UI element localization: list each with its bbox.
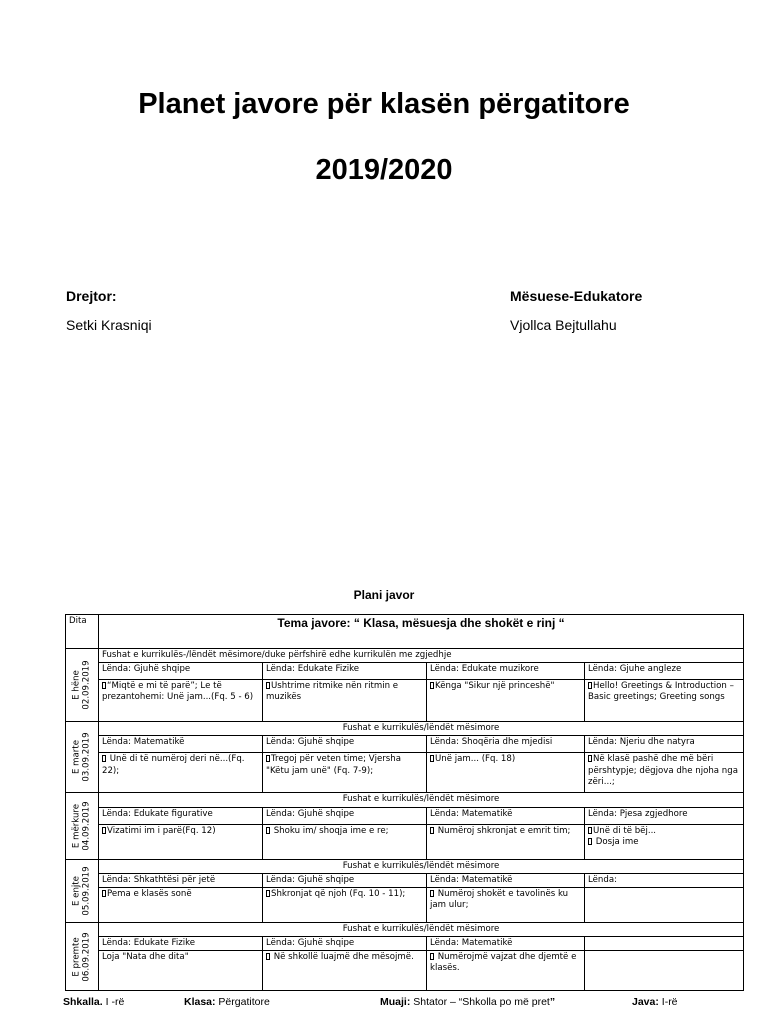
- day-date: 06.09.2019: [82, 931, 92, 982]
- subjects-row: [66, 736, 744, 753]
- subjects-row: [66, 873, 744, 887]
- activities-row: [66, 680, 744, 722]
- subject-cell: Lënda: Matematikë: [99, 736, 263, 753]
- activity-cell: “Miqtë e mi të parë”; Le të prezantohemi: Unë jam...(Fq. 5 - 6): [99, 680, 263, 722]
- checkbox-icon: [430, 827, 434, 834]
- checkbox-icon: [588, 682, 592, 689]
- school-year: 2019/2020: [315, 154, 453, 186]
- theme-row: [66, 615, 744, 649]
- subject-cell: Lënda: Gjuhë shqipe: [263, 736, 427, 753]
- subject-cell: Lënda: Edukate muzikore: [427, 663, 585, 680]
- day-name: E premte: [71, 936, 82, 977]
- subjects-row: [66, 663, 744, 680]
- activities-row: [66, 753, 744, 793]
- day-cell: [66, 922, 99, 990]
- curriculum-fields-header: Fushat e kurrikulës/lëndët mësimore: [99, 793, 744, 807]
- activities-row: [66, 887, 744, 922]
- weekly-theme: Tema javore: “ Klasa, mësuesja dhe shokët e rinj “: [99, 615, 744, 649]
- footer-muaji: Muaji: Shtator – “Shkolla po më pret”: [380, 996, 556, 1008]
- activity-cell: Hello! Greetings & Introduction – Basic greetings; Greeting songs: [585, 680, 744, 722]
- day-cell: [66, 649, 99, 722]
- activity-cell: Pema e klasës sonë: [99, 887, 263, 922]
- mesuese-name: Vjollca Bejtullahu: [510, 317, 617, 333]
- checkbox-icon: [266, 890, 270, 897]
- footer-java: Java: I-rë: [632, 996, 678, 1008]
- checkbox-icon: [102, 755, 106, 762]
- subject-cell: Lënda: Gjuhë shqipe: [263, 873, 427, 887]
- plan-heading: Plani javor: [353, 588, 415, 602]
- activity-cell: Numëroj shokët e tavolinës ku jam ulur;: [427, 887, 585, 922]
- activity-cell: Unë di të bëj... Dosja ime: [585, 824, 744, 859]
- checkbox-icon: [102, 827, 106, 834]
- day-name: E marte: [71, 740, 82, 775]
- subjects-row: [66, 937, 744, 951]
- subject-cell: Lënda: Edukate Fizike: [99, 937, 263, 951]
- activity-cell: Unë di të numëroj deri në...(Fq. 22);: [99, 753, 263, 793]
- activities-row: [66, 824, 744, 859]
- footer-shkalla: Shkalla. I -rë: [63, 996, 125, 1008]
- activity-cell: Numëroj shkronjat e emrit tim;: [427, 824, 585, 859]
- curriculum-fields-header: Fushat e kurrikulës/lëndët mësimore: [99, 859, 744, 873]
- subjects-row: [66, 807, 744, 824]
- subject-cell: Lënda: Gjuhë shqipe: [263, 807, 427, 824]
- checkbox-icon: [430, 890, 434, 897]
- day-date: 04.09.2019: [82, 801, 92, 851]
- subject-cell: Lënda: Njeriu dhe natyra: [585, 736, 744, 753]
- day-cell: [66, 722, 99, 793]
- curriculum-fields-header: Fushat e kurrikulës-/lëndët mësimore/duke përfshirë edhe kurrikulën me zgjedhje: [99, 649, 744, 663]
- checkbox-icon: [266, 755, 270, 762]
- checkbox-icon: [102, 890, 106, 897]
- checkbox-icon: [588, 755, 592, 762]
- day-date: 02.09.2019: [82, 660, 92, 710]
- footer-klasa: Klasa: Përgatitore: [184, 996, 270, 1008]
- subject-cell: Lënda: Gjuhë shqipe: [99, 663, 263, 680]
- activity-cell: Kënga "Sikur një princeshë": [427, 680, 585, 722]
- curriculum-fields-header: Fushat e kurrikulës/lëndët mësimore: [99, 922, 744, 936]
- activity-cell: Shoku im/ shoqja ime e re;: [263, 824, 427, 859]
- day-cell: [66, 859, 99, 922]
- subject-cell: [585, 937, 744, 951]
- day-name: E hëne: [71, 670, 82, 700]
- day-name: E enjte: [71, 875, 82, 906]
- activity-cell: [585, 887, 744, 922]
- day-name: E mërkure: [71, 803, 82, 848]
- activity-cell: Unë jam... (Fq. 18): [427, 753, 585, 793]
- activity-cell: Ushtrime ritmike nën ritmin e muzikës: [263, 680, 427, 722]
- day-date: 05.09.2019: [82, 866, 92, 916]
- activity-cell: Shkronjat që njoh (Fq. 10 - 11);: [263, 887, 427, 922]
- subject-cell: Lënda: Gjuhe angleze: [585, 663, 744, 680]
- activities-row: [66, 951, 744, 991]
- weekly-plan-table: [65, 614, 744, 991]
- activity-cell: Në shkollë luajmë dhe mësojmë.: [263, 951, 427, 991]
- activity-cell: Loja "Nata dhe dita": [99, 951, 263, 991]
- subject-cell: Lënda: Pjesa zgjedhore: [585, 807, 744, 824]
- activity-cell: Në klasë pashë dhe më bëri përshtypje; dëgjova dhe njoha nga zëri...;: [585, 753, 744, 793]
- subject-cell: Lënda: Shoqëria dhe mjedisi: [427, 736, 585, 753]
- checkbox-icon: [266, 682, 270, 689]
- document-title: Planet javore për klasën përgatitore: [138, 88, 630, 120]
- subject-cell: Lënda: Gjuhë shqipe: [263, 937, 427, 951]
- subject-cell: Lënda: Matematikë: [427, 807, 585, 824]
- subject-cell: Lënda: Matematikë: [427, 937, 585, 951]
- checkbox-icon: [588, 838, 592, 845]
- checkbox-icon: [266, 827, 270, 834]
- mesuese-label: Mësuese-Edukatore: [510, 288, 643, 304]
- curriculum-fields-header: Fushat e kurrikulës/lëndët mësimore: [99, 722, 744, 736]
- activity-cell: [585, 951, 744, 991]
- activity-cell: Tregoj për veten time; Vjersha "Këtu jam unë" (Fq. 7-9);: [263, 753, 427, 793]
- checkbox-icon: [266, 953, 270, 960]
- checkbox-icon: [588, 827, 592, 834]
- subject-cell: Lënda: Edukate figurative: [99, 807, 263, 824]
- checkbox-icon: [430, 755, 434, 762]
- activity-cell: Numërojmë vajzat dhe djemtë e klasës.: [427, 951, 585, 991]
- dita-header: Dita: [66, 615, 99, 649]
- day-date: 03.09.2019: [82, 732, 92, 782]
- subject-cell: Lënda: Matematikë: [427, 873, 585, 887]
- activity-cell: Vizatimi im i parë(Fq. 12): [99, 824, 263, 859]
- checkbox-icon: [102, 682, 106, 689]
- checkbox-icon: [430, 953, 434, 960]
- drejtor-name: Setki Krasniqi: [66, 317, 152, 333]
- day-cell: [66, 793, 99, 859]
- subject-cell: Lënda:: [585, 873, 744, 887]
- drejtor-label: Drejtor:: [66, 288, 117, 304]
- subject-cell: Lënda: Shkathtësi për jetë: [99, 873, 263, 887]
- subject-cell: Lënda: Edukate Fizike: [263, 663, 427, 680]
- checkbox-icon: [430, 682, 434, 689]
